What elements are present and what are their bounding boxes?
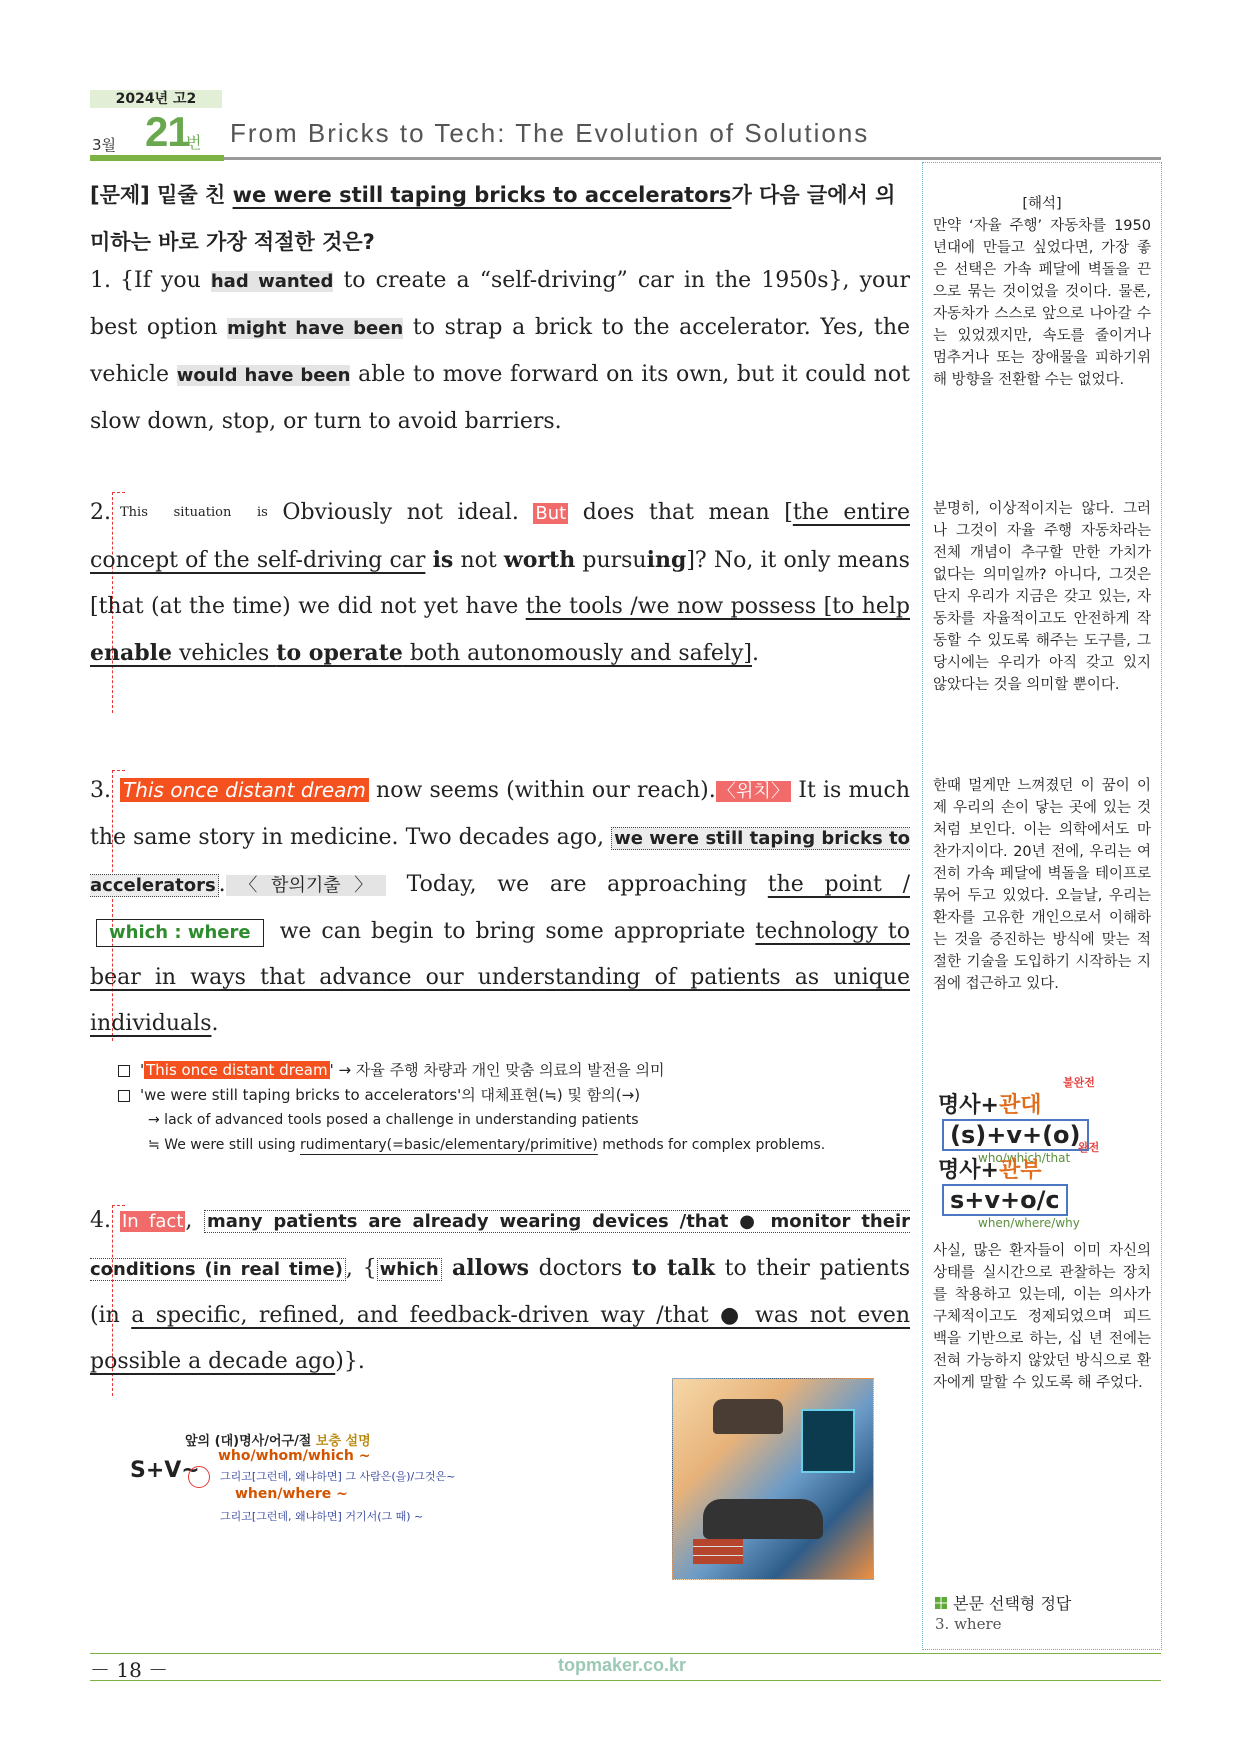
page-title: From Bricks to Tech: The Evolution of Solutions — [230, 118, 870, 148]
answer-value: 3. where — [935, 1615, 1002, 1633]
translation-1: 만약 ‘자율 주행’ 자동차를 1950년대에 만들고 싶었다면, 가장 좋은 선택은 가속 페달에 벽돌을 끈으로 묶는 것이었을 것이다. 물론, 자동차가 스스로 앞으로 나아갈 수는 있었겠지만, 속도를 줄이거나 멈추거나 또는 장애물을 피하기위해 방향을 전환할 수는 없었다. — [933, 218, 1151, 388]
year-grade-tag: 2024년 고2 — [90, 90, 222, 108]
footer-rule-top — [90, 1653, 1161, 1654]
text: 앞의 (대)명사/어구/절 — [185, 1434, 316, 1449]
question-prefix: [문제] 밑줄 친 — [90, 183, 233, 207]
bold-verb: to operate — [276, 640, 403, 666]
paragraph-2 — [90, 490, 910, 677]
text: . — [751, 641, 759, 666]
bold-word: worth — [503, 547, 576, 573]
highlight-grammar: had wanted — [210, 271, 334, 292]
translation-3: 한때 멀게만 느껴졌던 이 꿈이 이제 우리의 손이 닿는 곳에 있는 것처럼 보인다. 이는 의학에서도 마찬가지이다. 20년 전에, 우리는 여전히 가속 페달에 벽돌을 테이프로 묶어 두고 있었다. 오늘날, 우리는 환자를 고유한 개인으로서 이해하는 것을 증진하는 방식에 맞는 적절한 기술을 도입하기 시작하는 지점에 접근하고 있다. — [933, 778, 1151, 992]
text: now seems (within our reach). — [368, 778, 716, 803]
underlined-phrase: vehicles — [171, 641, 277, 666]
text: It is much the same story in medicine. Two decades ago, — [90, 778, 911, 850]
text: not — [453, 548, 504, 573]
text: pursu — [575, 548, 647, 573]
highlight-grammar: might have been — [227, 318, 404, 339]
paragraph-number: 3. — [90, 778, 111, 803]
tag-position: 〈위치〉 — [717, 781, 790, 802]
highlight-key-phrase: This once distant dream — [120, 778, 369, 802]
grid-icon — [935, 1597, 947, 1609]
site-link[interactable]: topmaker.co.kr — [558, 1655, 687, 1675]
tag-implication: 〈함의기출〉 — [225, 875, 386, 896]
text: ' — [140, 1061, 145, 1079]
underlined-subject: the entire concept of the self-driving car — [90, 500, 911, 573]
structure-box: s+v+o/c — [942, 1184, 1068, 1216]
answer-heading — [935, 1591, 1071, 1614]
sv-label: S+V~ — [130, 1458, 200, 1483]
page-number: － 18 － — [90, 1658, 169, 1682]
translation-4: 사실, 많은 환자들이 이미 자신의 상태를 실시간으로 관찰하는 장치를 착용하고 있는데, 이는 의사가 구체적이고도 정제되었으며 피드백을 기반으로 하는, 십 년 전에는 전혀 가능하지 않았던 방식으로 환자에게 말할 수 있도록 해 주었다. — [933, 1243, 1151, 1391]
target-phrase-box: we were still taping bricks to accelerators — [90, 828, 910, 896]
text: {If you — [120, 268, 211, 293]
question-underlined-phrase: we were still taping bricks to accelerators — [232, 183, 732, 207]
question-number-suffix: 번 — [186, 133, 202, 152]
paragraph-number: 1. — [90, 268, 111, 293]
relative-pronoun-meaning: 그리고[그런데, 왜냐하면] 그 사람은(을)/그것은~ — [220, 1470, 456, 1483]
car-icon — [703, 1499, 823, 1539]
vintage-car-icon — [713, 1399, 783, 1434]
underlined-phrase: both autonomously and safely] — [402, 641, 752, 666]
text: Today, we are approaching — [386, 872, 768, 897]
relative-adverb-meaning: 그리고[그런데, 왜냐하면] 거기서(그 때) ~ — [220, 1510, 424, 1523]
text: Obviously not ideal. — [267, 500, 534, 525]
grammar-relative-adverb — [938, 1141, 1161, 1230]
text: 명사+ — [938, 1158, 999, 1183]
highlight-grammar: would have been — [176, 365, 351, 386]
highlight-key-phrase: This once distant dream — [146, 1061, 328, 1079]
comma-circle-icon — [188, 1466, 210, 1488]
note-2 — [118, 1083, 918, 1108]
main-clause-box: many patients are already wearing devices /that ● monitor their conditions (in real time) — [90, 1211, 910, 1280]
header-rule — [224, 157, 1161, 160]
relative-pronoun-box: which — [377, 1258, 442, 1281]
text: we can begin to bring some appropriate — [269, 919, 756, 944]
paragraph-3 — [90, 767, 910, 1047]
label-complete: 완전 — [1078, 1141, 1100, 1154]
sidebar-title: [해석] — [1022, 196, 1062, 212]
text: , — [185, 1208, 204, 1233]
translation-sidebar — [922, 162, 1162, 1650]
bricks-icon — [693, 1539, 743, 1564]
paragraph-number: 4. — [90, 1208, 111, 1233]
bold-verb: enable — [90, 640, 172, 666]
text: to create a “self-driving” car in the 1950s}, your best option — [90, 268, 910, 340]
text: to their patients (in — [90, 1256, 910, 1328]
underlined-synonyms: rudimentary(=basic/elementary/primitive) — [300, 1137, 598, 1153]
text: doctors — [528, 1256, 632, 1281]
text: to strap a brick to the accelerator. Yes, the vehicle — [90, 315, 911, 387]
inserted-note: This situation is — [120, 505, 268, 520]
checkbox-icon — [118, 1065, 130, 1077]
question-suffix: 가 다음 글에서 의미하는 바로 가장 적절한 것은? — [90, 183, 896, 254]
text: does that mean [ — [568, 500, 793, 525]
bold-verb: to talk — [631, 1255, 715, 1281]
text: . — [218, 872, 226, 897]
text: able to move forward on its own, but it could not slow down, stop, or turn to avoid barriers. — [90, 362, 911, 434]
note-3: → lack of advanced tools posed a challenge in understanding patients — [148, 1112, 639, 1128]
note-1 — [118, 1058, 918, 1083]
footer-rule-bottom — [90, 1680, 1161, 1681]
text: methods for complex problems. — [597, 1137, 826, 1153]
label-incomplete: 불완전 — [1063, 1076, 1095, 1089]
text: ]? No, it only means [that (at the time) we did not yet have — [90, 548, 910, 619]
relative-clause-note — [130, 1430, 510, 1523]
bold-suffix: ing — [646, 547, 687, 573]
question-prompt — [90, 172, 910, 266]
text: ≒ We were still using — [148, 1137, 301, 1153]
relative-pronouns: who/whom/which ~ — [218, 1448, 371, 1464]
grammar-notes — [118, 1058, 918, 1158]
text: )}. — [335, 1349, 365, 1374]
text: 관대 — [998, 1093, 1042, 1118]
text: 관부 — [998, 1158, 1042, 1183]
structure-box: (s)+v+(o) — [942, 1119, 1089, 1151]
choice-box: which : where — [96, 919, 264, 947]
text: . — [211, 1011, 219, 1036]
relative-pronoun-list: who/which/that — [978, 1151, 1071, 1165]
note-heading — [185, 1430, 371, 1449]
bold-verb: allows — [441, 1255, 529, 1281]
note-4 — [118, 1133, 918, 1158]
paragraph-1 — [90, 258, 910, 445]
highlight-connector: But — [535, 503, 567, 524]
paragraph-number: 2. — [90, 500, 111, 525]
underlined-phrase: technology to bear in ways that advance our understanding of patients as unique individuals — [90, 919, 911, 1036]
text: 본문 선택형 정답 — [953, 1594, 1072, 1613]
text: 명사+ — [938, 1093, 999, 1118]
month-label: 3월 — [92, 136, 117, 154]
translation-2: 분명히, 이상적이지는 않다. 그러나 그것이 자율 주행 자동차라는 전체 개념이 추구할 만한 가치가 없다는 의미일까? 아니다, 그것은 단지 우리가 지금은 갖고 있는, 자동차를 자율적이고도 안전하게 작동할 수 있도록 해주는 도구를, 그 당시에는 우리가 아직 갖고 있지 않았다는 것을 의미할 뿐이다. — [933, 501, 1151, 693]
highlight-connector: In fact — [122, 1211, 184, 1232]
underlined-phrase: the tools /we now possess [to help — [525, 594, 911, 619]
illustration-car-tech — [672, 1378, 874, 1580]
relative-adverbs: when/where ~ — [235, 1486, 348, 1502]
text: , { — [345, 1256, 377, 1281]
checkbox-icon — [118, 1090, 130, 1102]
text: ' → 자율 주행 차량과 개인 맞춤 의료의 발전을 의미 — [329, 1061, 665, 1079]
underlined-phrase: a specific, refined, and feedback-driven way /that ● was not even possible a decade ago — [90, 1303, 911, 1374]
paragraph-4 — [90, 1198, 910, 1385]
text: 보충 설명 — [315, 1434, 371, 1449]
question-number: 21 — [145, 108, 190, 155]
medical-screen-icon — [801, 1409, 855, 1473]
bold-verb: is — [432, 547, 454, 573]
underlined-phrase: the point / — [767, 872, 910, 897]
relative-adverb-list: when/where/why — [978, 1216, 1080, 1230]
text: 'we were still taping bricks to accelerators'의 대체표현(≒) 및 함의(→) — [140, 1086, 641, 1104]
header-rule-accent — [90, 155, 224, 161]
